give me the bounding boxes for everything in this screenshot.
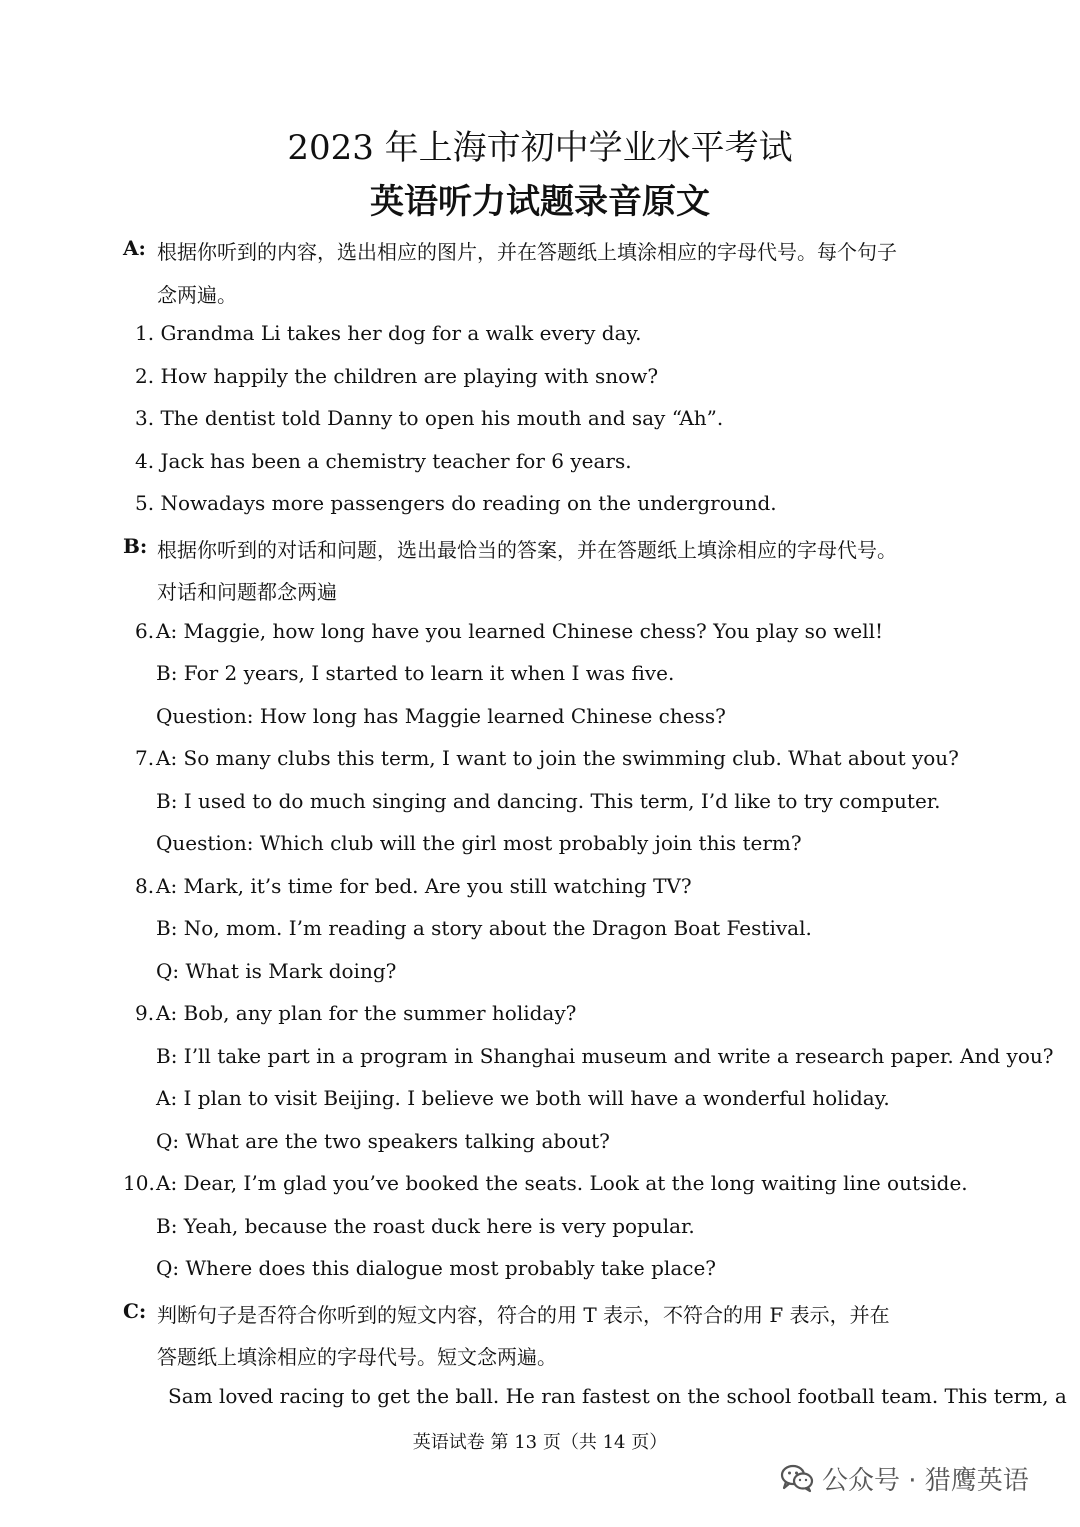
dialogue-line: A: Mark, it’s time for bed. Are you still watching TV?	[156, 874, 692, 898]
dialogue-question: Q: What are the two speakers talking about?	[156, 1129, 610, 1153]
list-item: 3. The dentist told Danny to open his mouth and say “Ah”.	[135, 406, 724, 430]
list-item: 5. Nowadays more passengers do reading on the underground.	[135, 491, 777, 515]
dialogue-line: A: So many clubs this term, I want to join the swimming club. What about you?	[156, 746, 959, 770]
section-b-instruction: 根据你听到的对话和问题，选出最恰当的答案，并在答题纸上填涂相应的字母代号。	[157, 538, 897, 562]
section-a-instruction-cont: 念两遍。	[157, 283, 237, 307]
wechat-icon	[780, 1463, 814, 1493]
dialogue-line: B: Yeah, because the roast duck here is very popular.	[156, 1214, 695, 1238]
section-b-letter: B:	[123, 534, 148, 558]
dialogue-question: Q: Where does this dialogue most probably take place?	[156, 1256, 716, 1280]
dialogue-line: B: I’ll take part in a program in Shanghai museum and write a research paper. And you?	[156, 1044, 1054, 1068]
section-b-instruction-cont: 对话和问题都念两遍	[157, 580, 337, 604]
dialogue-line: B: No, mom. I’m reading a story about the Dragon Boat Festival.	[156, 916, 812, 940]
question-number: 10.	[123, 1171, 155, 1195]
passage-text: Sam loved racing to get the ball. He ran fastest on the school football team. This term, a	[168, 1384, 1067, 1408]
section-a-instruction: 根据你听到的内容，选出相应的图片，并在答题纸上填涂相应的字母代号。每个句子	[157, 240, 897, 264]
dialogue-line: A: Maggie, how long have you learned Chinese chess? You play so well!	[156, 619, 884, 643]
page-subtitle: 英语听力试题录音原文	[370, 182, 710, 222]
watermark-text: 公众号 · 猎鹰英语	[822, 1465, 1029, 1496]
dialogue-question: Question: Which club will the girl most probably join this term?	[156, 831, 802, 855]
list-item: 4. Jack has been a chemistry teacher for 6 years.	[135, 449, 632, 473]
dialogue-line: B: For 2 years, I started to learn it when I was five.	[156, 661, 675, 685]
dialogue-line: A: I plan to visit Beijing. I believe we both will have a wonderful holiday.	[156, 1086, 890, 1110]
page-footer: 英语试卷 第 13 页（共 14 页）	[412, 1432, 668, 1453]
question-number: 6.	[135, 619, 155, 643]
page-title: 2023 年上海市初中学业水平考试	[287, 128, 793, 168]
section-c-instruction: 判断句子是否符合你听到的短文内容，符合的用 T 表示，不符合的用 F 表示，并在	[157, 1303, 890, 1327]
dialogue-question: Q: What is Mark doing?	[156, 959, 397, 983]
section-c-instruction-cont: 答题纸上填涂相应的字母代号。短文念两遍。	[157, 1345, 557, 1369]
question-number: 9.	[135, 1001, 155, 1025]
dialogue-line: B: I used to do much singing and dancing. This term, I’d like to try computer.	[156, 789, 941, 813]
section-c-letter: C:	[123, 1299, 147, 1323]
section-a-letter: A:	[123, 236, 146, 260]
question-number: 7.	[135, 746, 155, 770]
dialogue-question: Question: How long has Maggie learned Chinese chess?	[156, 704, 726, 728]
dialogue-line: A: Bob, any plan for the summer holiday?	[156, 1001, 577, 1025]
watermark	[780, 1458, 1029, 1498]
dialogue-line: A: Dear, I’m glad you’ve booked the seats. Look at the long waiting line outside.	[156, 1171, 968, 1195]
list-item: 1. Grandma Li takes her dog for a walk every day.	[135, 321, 642, 345]
list-item: 2. How happily the children are playing with snow?	[135, 364, 659, 388]
question-number: 8.	[135, 874, 155, 898]
